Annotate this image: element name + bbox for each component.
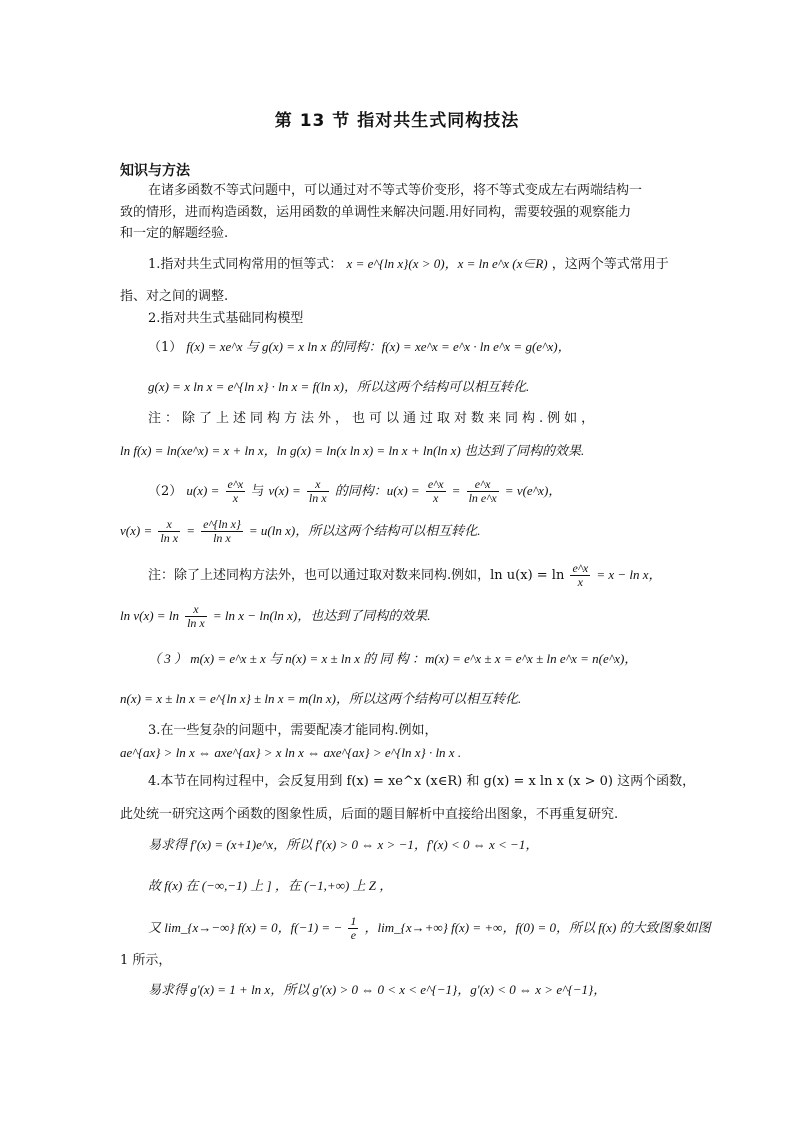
identity-formula: x = e^{ln x}(x > 0)，x = ln e^x (x∈R) (346, 256, 548, 271)
paragraph-line: 1 所示， (120, 953, 172, 968)
model-formula: f(x) = xe^x 与 g(x) = x ln x 的同构：f(x) = xe^x = e^x · ln e^x = g(e^x)， (186, 339, 571, 354)
fraction: $\frac{x}{\text{ln x}}$ (187, 602, 205, 630)
limit-line: 又 lim_{x→−∞} f(x) = 0，f(−1) = − $\frac{1}{e}$ ，lim_{x→+∞} f(x) = +∞，f(0) = 0，所以 f(x) 的大致图象如图 (148, 914, 711, 942)
paragraph-line: 指、对之间的调整. (120, 289, 229, 304)
paragraph-line: 此处统一研究这两个函数的图象性质，后面的题目解析中直接给出图象，不再重复研究. (120, 807, 619, 822)
model-3-line: （ 3 ） m(x) = e^x ± x 与 n(x) = x ± ln x 的 同 构 ：m(x) = e^x ± x = e^x ± ln e^x = n(e^x)， (148, 651, 638, 666)
paragraph-line: 在诸多函数不等式问题中，可以通过对不等式等价变形，将不等式变成左右两端结构一 (148, 183, 643, 198)
formula-line: ae^{ax} > ln x ⇔ axe^{ax} > x ln x ⇔ axe^{ax} > e^{ln x} · ln x . (120, 745, 462, 760)
fraction: $\frac{e\^{}x}{x}$ (427, 477, 444, 505)
derivative-line: 易求得 f′(x) = (x+1)e^x，所以 f′(x) > 0 ⇔ x > −1，f′(x) < 0 ⇔ x < −1， (148, 837, 539, 852)
model-1-line (148, 338, 571, 357)
model-1-formula-line: g(x) = x ln x = e^{ln x} · ln x = f(ln x)，所以这两个结构可以相互转化. (148, 379, 530, 394)
fraction: $\frac{e\^{}x}{\text{ln e\textasciicircum{}x}}$ (468, 477, 497, 505)
model-2-formula-line: v(x) = $\frac{x}{\text{ln x}}$ = $\frac{\text{e\textasciicircum{}\{ln x\}}}{\text{ln x}}$ = u(ln x)，所以这两个结构可以相互转化. (120, 517, 481, 545)
note-line: 注：除了上述同构方法外，也可以通过取对数来同构.例如， (148, 411, 599, 426)
fraction: $\frac{e\^{}x}{x}$ (572, 561, 589, 589)
derivative-line: 易求得 g′(x) = 1 + ln x，所以 g′(x) > 0 ⇔ 0 < x < e^{−1}，g′(x) < 0 ⇔ x > e^{−1}， (148, 982, 607, 997)
section-heading: 知识与方法 (120, 163, 190, 179)
model-3-formula-line: n(x) = x ± ln x = e^{ln x} ± ln x = m(ln x)，所以这两个结构可以相互转化. (120, 691, 522, 706)
note-2-line: 注：除了上述同构方法外，也可以通过取对数来同构.例如，ln u(x) = ln $\frac{e\^{}x}{x}$ = x − ln x， (148, 561, 662, 589)
section-title: 第 13 节 指对共生式同构技法 (274, 111, 520, 131)
fraction: $\frac{x}{\text{ln x}}$ (160, 517, 179, 545)
fraction: $\frac{e\^{}x}{x}$ (227, 477, 244, 505)
identity-note: ，这两个等式常用于 (551, 257, 669, 272)
model-label: （2） (148, 484, 183, 499)
paragraph-line: 3.在一些复杂的问题中，需要配凑才能同构.例如， (148, 723, 438, 738)
paragraph-line: 4.本节在同构过程中，会反复用到 f(x) = xe^x (x∈R) 和 g(x) = x ln x (x > 0) 这两个函数， (148, 774, 696, 789)
fraction: $\frac{1}{e}$ (350, 914, 357, 942)
paragraph-line: 和一定的解题经验. (120, 226, 229, 241)
monotonic-line: 故 f(x) 在 (−∞,−1) 上 ] ，在 (−1,+∞) 上 Z ， (148, 878, 393, 893)
subheading-line: 2.指对共生式基础同构模型 (148, 311, 304, 326)
identity-label: 1.指对共生式同构常用的恒等式： (148, 257, 343, 272)
model-2-line: （2） u(x) = $\frac{e\^{}x}{x}$ 与 v(x) = $\frac{x}{\text{ln x}}$ 的同构：u(x) = $\frac{e\^{}x}{x}$ = $\frac{e\^{}x}{\text{ln e\textasciicircum{}x}}$ = v(e^x)， (148, 477, 562, 505)
note-formula-line: ln f(x) = ln(xe^x) = x + ln x，ln g(x) = ln(x ln x) = ln x + ln(ln x) 也达到了同构的效果. (120, 443, 585, 458)
fraction: $\frac{\text{e\textasciicircum{}\{ln x\}}}{\text{ln x}}$ (203, 517, 241, 545)
fraction: $\frac{x}{\text{ln x}}$ (308, 477, 327, 505)
model-label: （1） (148, 340, 183, 355)
identity-line (148, 255, 669, 274)
note-2-formula-line: ln v(x) = ln $\frac{x}{\text{ln x}}$ = ln x − ln(ln x)，也达到了同构的效果. (120, 602, 431, 630)
paragraph-line: 致的情形，进而构造函数，运用函数的单调性来解决问题.用好同构，需要较强的观察能力 (120, 205, 632, 220)
